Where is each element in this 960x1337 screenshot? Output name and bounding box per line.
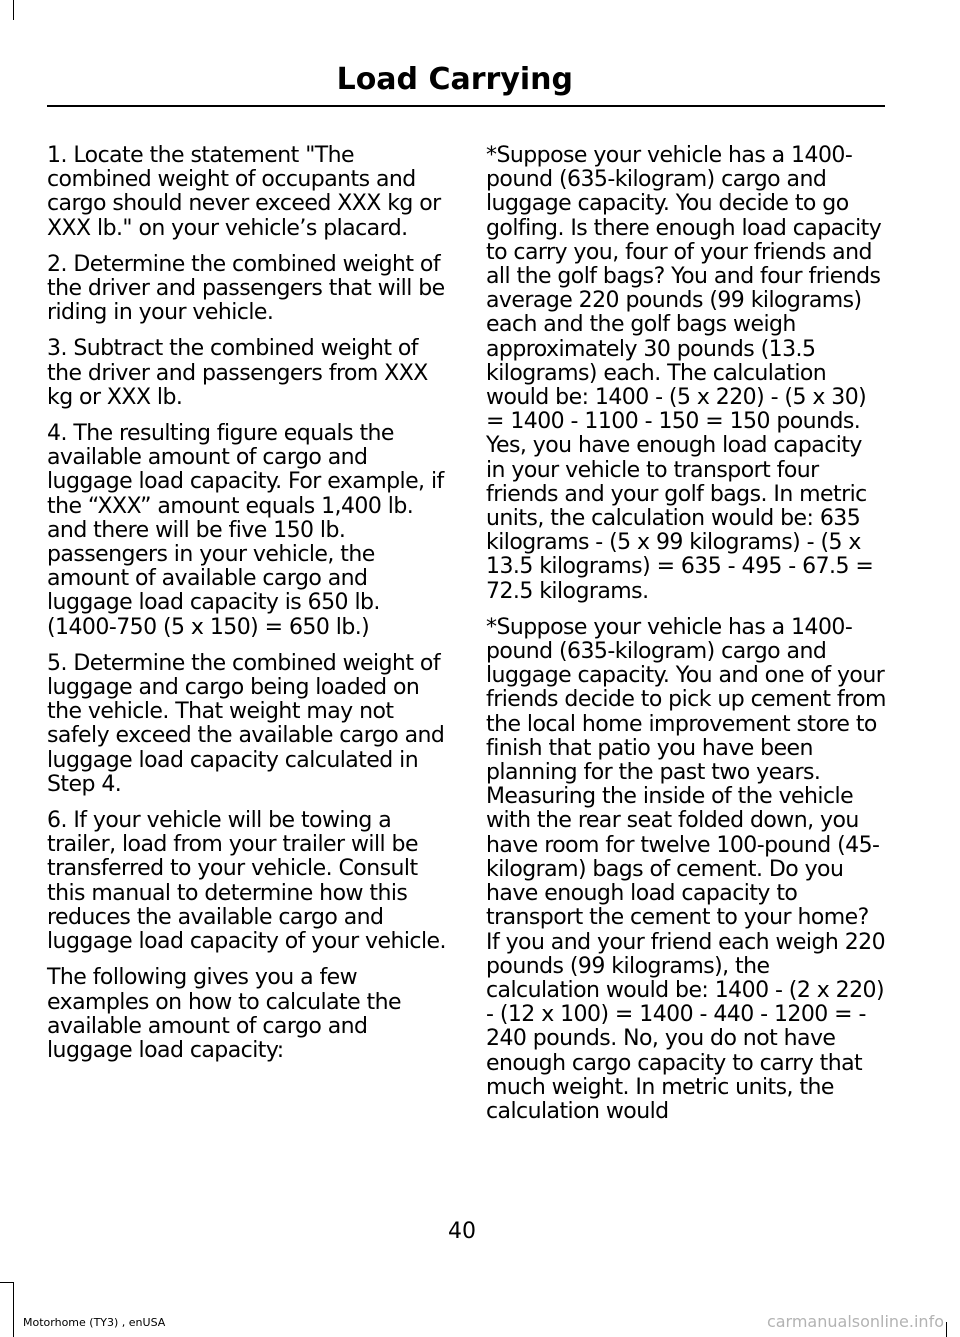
crop-mark-bottom-left-vertical <box>13 1282 14 1337</box>
step-4-paragraph: 4. The resulting figure equals the available amount of cargo and luggage load capacity. For example, if the “XXX” amount equals 1,400 lb. and there will be five 150 lb. passengers in your vehicle, the amount of available cargo and luggage load capacity is 650 lb. (1400-750 (5 x 150) = 650 lb.) <box>47 421 444 640</box>
crop-mark-top-left <box>13 0 14 20</box>
document-id: Motorhome (TY3) , enUSA <box>23 1316 166 1329</box>
examples-intro-paragraph: The following gives you a few examples on how to calculate the available amount of cargo and luggage load capacity: <box>47 965 401 1063</box>
step-3-paragraph: 3. Subtract the combined weight of the driver and passengers from XXX kg or XXX lb. <box>47 336 428 410</box>
watermark: carmanualsonline.info <box>766 1312 944 1331</box>
title-divider <box>47 105 885 107</box>
golf-example-paragraph: *Suppose your vehicle has a 1400-pound (635-kilogram) cargo and luggage capacity. You decide to go golfing. Is there enough load capacity to carry you, four of your friends and all the golf bags? You and four friends average 220 pounds (99 kilograms) each and the golf bags weigh approximately 30 pounds (13.5 kilograms) each. The calculation would be: 1400 - (5 x 220) - (5 x 30) = 1400 - 1100 - 150 = 150 pounds. Yes, you have enough load capacity in your vehicle to transport four friends and your golf bags. In metric units, the calculation would be: 635 kilograms - (5 x 99 kilograms) - (5 x 13.5 kilograms) = 635 - 495 - 67.5 = 72.5 kilograms. <box>486 143 882 604</box>
step-2-paragraph: 2. Determine the combined weight of the driver and passengers that will be riding in your vehicle. <box>47 251 445 326</box>
step-5-paragraph: 5. Determine the combined weight of luggage and cargo being loaded on the vehicle. That weight may not safely exceed the available cargo and luggage load capacity calculated in Step 4. <box>47 650 445 797</box>
crop-mark-bottom-left-horizontal <box>0 1282 14 1283</box>
left-column <box>47 144 449 1075</box>
page-title: Load Carrying <box>336 62 573 97</box>
step-1-paragraph: 1. Locate the statement "The combined weight of occupants and cargo should never exceed XXX kg or XXX lb." on your vehicle’s placard. <box>47 143 441 241</box>
crop-mark-bottom-right <box>946 1322 947 1337</box>
right-column <box>486 144 886 1136</box>
step-6-paragraph: 6. If your vehicle will be towing a trailer, load from your trailer will be transferred to your vehicle. Consult this manual to determine how this reduces the available cargo and luggage load capacity of your vehicle. <box>47 808 446 955</box>
page-number: 40 <box>448 1219 476 1244</box>
cement-example-paragraph: *Suppose your vehicle has a 1400-pound (635-kilogram) cargo and luggage capacity. You and one of your friends decide to pick up cement from the local home improvement store to finish that patio you have been planning for the past two years. Measuring the inside of the vehicle with the rear seat folded down, you have room for twelve 100-pound (45-kilogram) bags of cement. Do you have enough load capacity to transport the cement to your home? If you and your friend each weigh 220 pounds (99 kilograms), the calculation would be: 1400 - (2 x 220) - (12 x 100) = 1400 - 440 - 1200 = - 240 pounds. No, you do not have enough cargo capacity to carry that much weight. In metric units, the calculation would <box>486 614 886 1124</box>
